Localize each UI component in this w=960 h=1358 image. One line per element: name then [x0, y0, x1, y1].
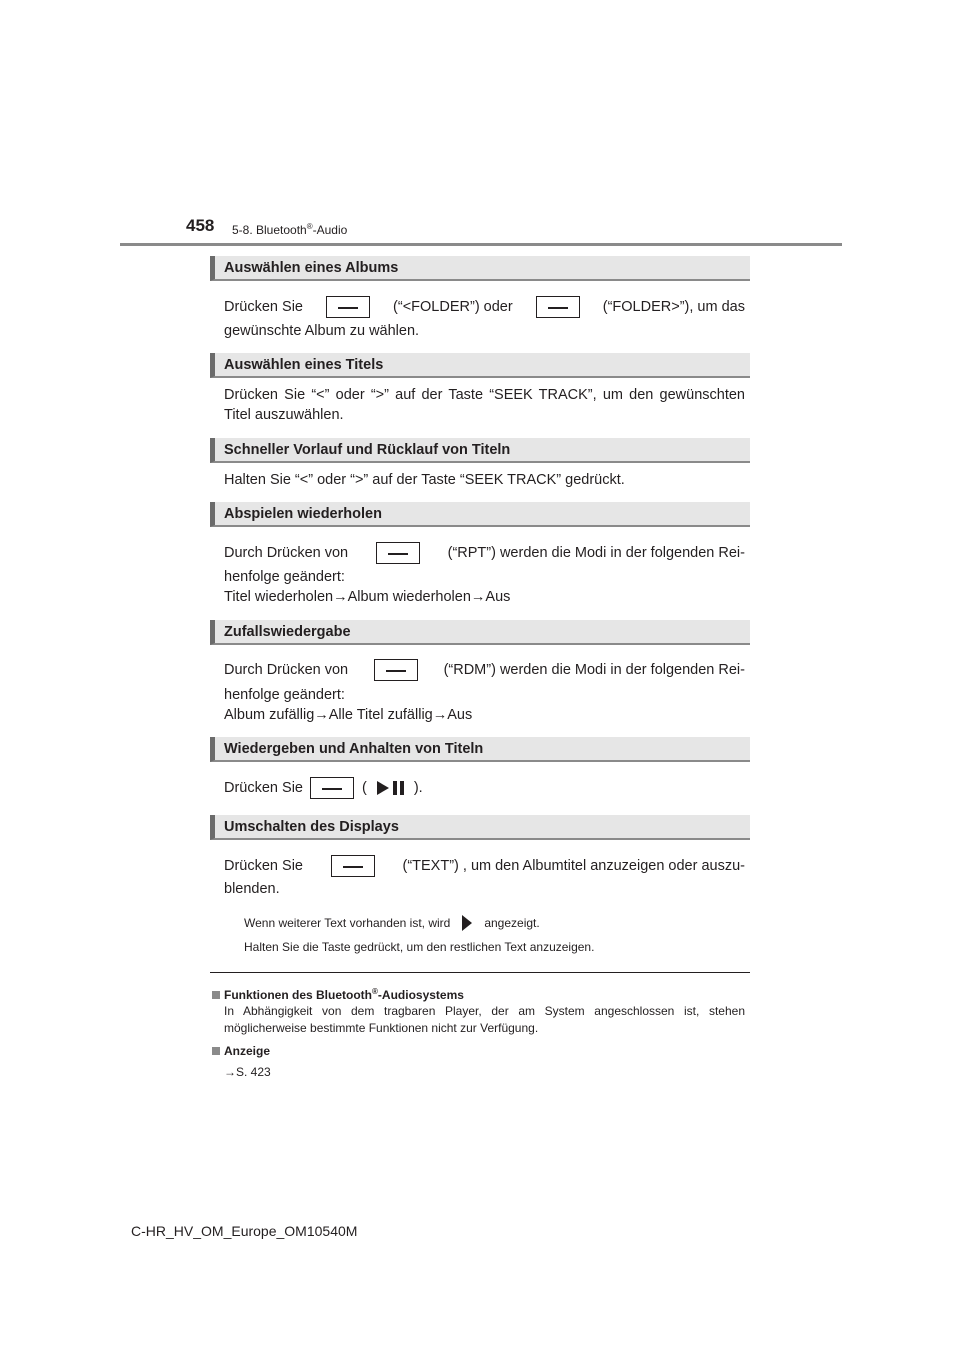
- text-button: [331, 855, 375, 877]
- bullet-square-icon: [212, 991, 220, 999]
- display-note-1: Wenn weiterer Text vorhanden ist, wird angezeigt.: [244, 913, 540, 933]
- folder-down-button: [326, 296, 370, 318]
- random-sequence: Album zufällig→Alle Titel zufällig→Aus: [224, 707, 473, 723]
- play-pause-icon: [376, 780, 406, 796]
- section-heading-seek: Schneller Vorlauf und Rücklauf von Titeln: [210, 438, 750, 463]
- page-number: 458: [186, 216, 215, 235]
- section-heading-play: Wiedergeben und Anhalten von Titeln: [210, 737, 750, 762]
- random-instruction: Durch Drücken von (“RDM”) werden die Modi in der folgenden Rei-: [224, 658, 745, 682]
- chapter-title: 5-8. Bluetooth®-Audio: [232, 222, 348, 237]
- play-pause-button: [310, 777, 354, 799]
- note-heading-functions: Funktionen des Bluetooth®-Audiosystems: [212, 983, 464, 1004]
- repeat-sequence: Titel wiederholen→Album wiederholen→Aus: [224, 589, 511, 605]
- note-heading-display: Anzeige: [212, 1043, 270, 1060]
- section-heading-repeat: Abspielen wiederholen: [210, 502, 750, 527]
- section-heading-track: Auswählen eines Titels: [210, 353, 750, 378]
- document-id: C-HR_HV_OM_Europe_OM10540M: [131, 1223, 358, 1239]
- note-functions-line1: In Abhängigkeit von dem tragbaren Player, der am System angeschlossen ist, stehen: [224, 1004, 745, 1018]
- header-rule: [120, 243, 842, 246]
- album-instruction: Drücken Sie (“<FOLDER”) oder (“FOLDER>”), um das: [224, 295, 745, 319]
- section-heading-display: Umschalten des Displays: [210, 815, 750, 840]
- page-reference-link[interactable]: →S. 423: [224, 1065, 271, 1079]
- display-line2: blenden.: [224, 881, 280, 897]
- rpt-button: [376, 542, 420, 564]
- display-note-2: Halten Sie die Taste gedrückt, um den restlichen Text anzuzeigen.: [244, 940, 595, 954]
- album-instruction-line2: gewünschte Album zu wählen.: [224, 323, 420, 339]
- track-instruction-line2: Titel auszuwählen.: [224, 407, 344, 423]
- track-instruction-line1: Drücken Sie “<” oder “>” auf der Taste “SEEK TRACK”, um den gewünschten: [224, 387, 745, 403]
- bullet-square-icon: [212, 1047, 220, 1055]
- section-heading-random: Zufallswiedergabe: [210, 620, 750, 645]
- folder-up-button: [536, 296, 580, 318]
- note-functions-line2: möglicherweise bestimmte Funktionen nicht zur Verfügung.: [224, 1021, 539, 1035]
- repeat-line2: henfolge geändert:: [224, 569, 345, 585]
- rdm-button: [374, 659, 418, 681]
- arrow-right-icon: [460, 913, 474, 933]
- repeat-instruction: Durch Drücken von (“RPT”) werden die Modi in der folgenden Rei-: [224, 541, 745, 565]
- notes-divider: [210, 972, 750, 973]
- display-instruction: Drücken Sie (“TEXT”) , um den Albumtitel anzuzeigen oder auszu-: [224, 854, 745, 878]
- section-heading-album: Auswählen eines Albums: [210, 256, 750, 281]
- random-line2: henfolge geändert:: [224, 687, 345, 703]
- seek-instruction: Halten Sie “<” oder “>” auf der Taste “SEEK TRACK” gedrückt.: [224, 472, 625, 488]
- play-instruction: Drücken Sie ( ).: [224, 776, 423, 800]
